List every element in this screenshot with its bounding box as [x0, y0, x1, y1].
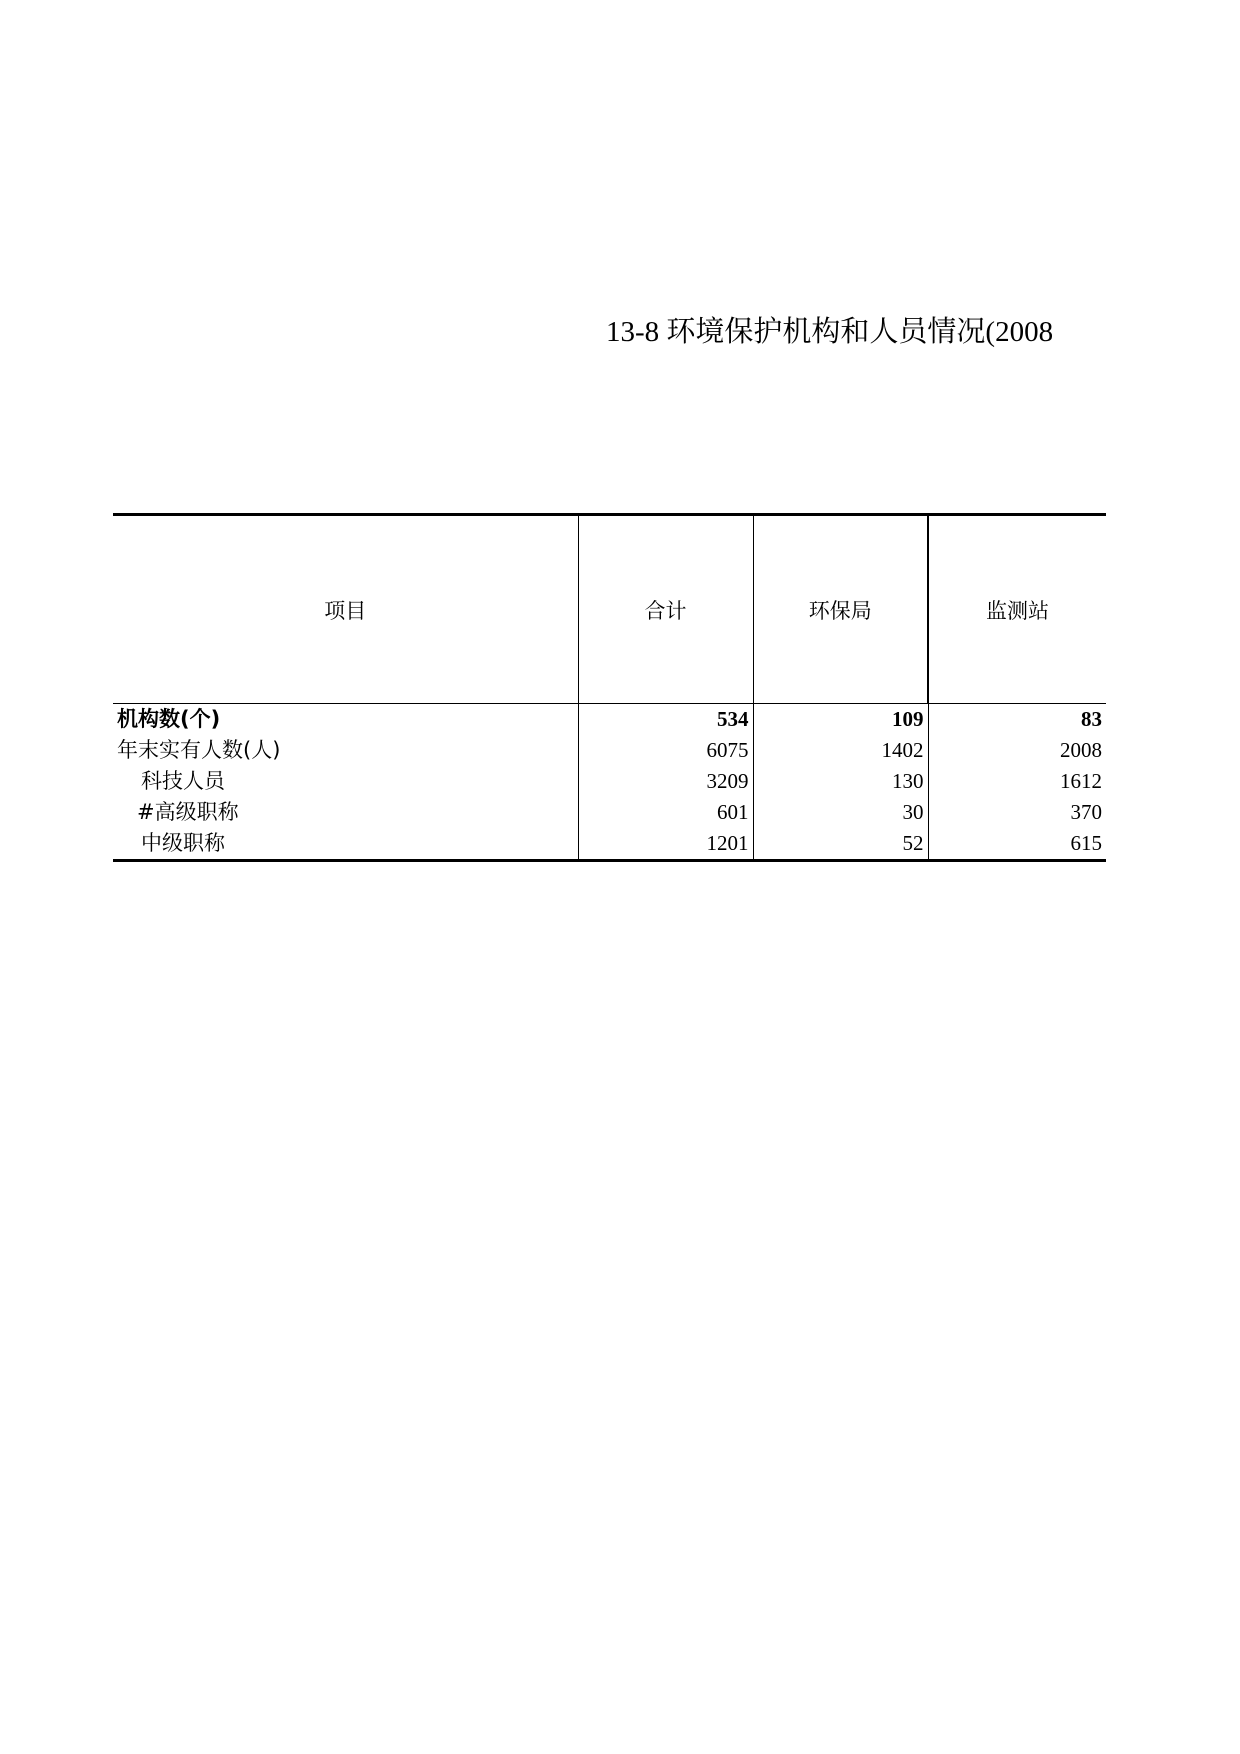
cell-environment-bureau: 109	[753, 704, 928, 736]
row-label: 机构数(个)	[113, 704, 578, 736]
cell-monitoring-station: 1612	[1060, 769, 1102, 793]
cell-monitoring-station: 370	[1070, 800, 1102, 824]
header-total: 合计	[578, 515, 753, 704]
page-title: 13-8 环境保护机构和人员情况(2008	[606, 316, 1054, 348]
row-label: 年末实有人数(人)	[113, 735, 578, 766]
cell-total: 6075	[578, 735, 753, 766]
statistics-table-area	[113, 513, 1106, 863]
cell-environment-bureau: 30	[753, 797, 928, 828]
row-label: #高级职称	[113, 797, 578, 828]
cell-monitoring-station: 615	[928, 828, 1106, 861]
table-row	[113, 797, 1106, 828]
table-header-row	[113, 515, 1106, 704]
row-label: 科技人员	[113, 766, 578, 797]
cell-total: 601	[578, 797, 753, 828]
header-environment-bureau: 环保局	[753, 515, 928, 704]
table-row	[113, 766, 1106, 797]
header-item: 项目	[113, 515, 578, 704]
cell-environment-bureau: 1402	[753, 735, 928, 766]
cell-total: 1201	[578, 828, 753, 861]
table-row	[113, 704, 1106, 736]
cell-environment-bureau: 52	[753, 828, 928, 861]
cell-total: 534	[578, 704, 753, 736]
row-label: 中级职称	[113, 828, 578, 861]
cell-environment-bureau: 130	[753, 766, 928, 797]
header-monitoring-station: 监测站	[928, 515, 1106, 704]
cell-total: 3209	[578, 766, 753, 797]
table-row	[113, 735, 1106, 766]
environment-protection-table	[113, 513, 1106, 862]
table-row	[113, 828, 1106, 861]
cell-monitoring-station: 83	[1081, 707, 1102, 731]
cell-monitoring-station: 2008	[1060, 738, 1102, 762]
